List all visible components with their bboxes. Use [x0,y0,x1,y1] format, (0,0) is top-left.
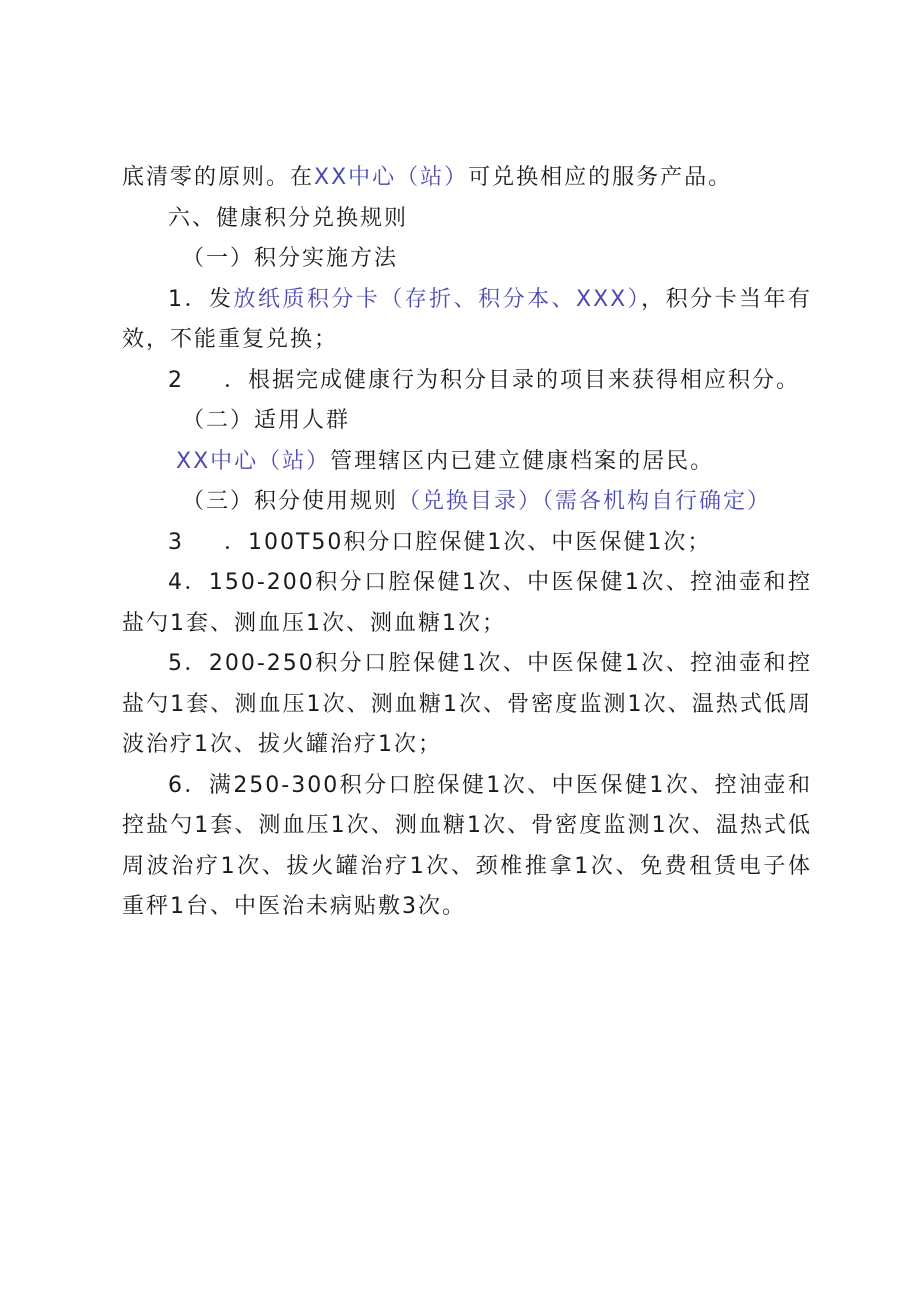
intro-text-b: 可兑换相应的服务产品。 [468,165,733,190]
target-population [122,442,812,483]
item-1-number: 1． [168,286,209,312]
item-5 [122,644,812,766]
intro-center-name: XX中心（站） [314,165,469,190]
subheading-2: （二）适用人群 [182,408,351,433]
intro-line [122,158,812,199]
target-text: 管理辖区内已建立健康档案的居民。 [330,448,715,474]
subheading-3 [122,482,812,523]
item-2-number: 2 [168,367,184,393]
subheading-3-note: （兑换目录）（需各机构自行确定） [398,489,772,514]
item-3 [122,523,812,564]
item-5-number: 5． [168,651,209,676]
item-4-text: 150-200积分口腔保健1次、中医保健1次、控油壶和控盐勺1套、测血压1次、测血糖1次； [122,570,812,636]
item-1-text-b: ，积分卡当年有效，不能重复兑换； [122,286,812,352]
item-4 [122,563,812,644]
item-6-text: 满250-300积分口腔保健1次、中医保健1次、控油壶和控盐勺1套、测血压1次、测血糖1次、骨密度监测1次、温热式低周波治疗1次、拔火罐治疗1次、颈椎推拿1次、免费租赁电子体重秤1台、中医治未病贴敷3次。 [122,772,812,919]
section-heading-6: 六、健康积分兑换规则 [168,205,409,231]
subheading-3-text: （三）积分使用规则 [182,489,399,514]
item-1-card-types: 放纸质积分卡（存折、积分本、XXX） [233,286,642,312]
item-2 [122,361,812,402]
item-6-number: 6． [168,772,209,798]
subheading-1: （一）积分实施方法 [182,246,399,271]
item-3-number: 3 [168,529,184,555]
item-2-text: ．根据完成健康行为积分目录的项目来获得相应积分。 [224,367,801,393]
item-1-text-a: 发 [208,286,234,312]
intro-text-a: 底清零的原则。在 [122,165,315,190]
item-3-text: ．100T50积分口腔保健1次、中医保健1次； [224,529,712,555]
item-4-number: 4． [168,570,209,595]
item-6 [122,766,812,928]
target-center-name: XX中心（站） [176,448,331,474]
item-5-text: 200-250积分口腔保健1次、中医保健1次、控油壶和控盐勺1套、测血压1次、测血糖1次、骨密度监测1次、温热式低周波治疗1次、拔火罐治疗1次； [122,651,812,757]
item-1 [122,280,812,361]
document-body [122,158,812,928]
